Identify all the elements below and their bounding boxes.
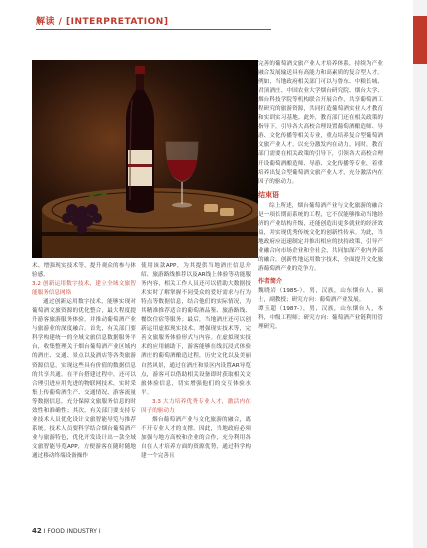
side-tab-marker — [413, 16, 427, 64]
conclusion-title: 结束语 — [258, 190, 279, 199]
author-bio: 谭玉超（1987-），男，汉族，山东烟台人，本科，中级工程师；研究方向：葡萄酒产业链利用管理研究。 — [258, 306, 383, 331]
page-number: 42 — [32, 527, 42, 535]
author-bio: 魏晓岩（1985-），男，汉族，山东烟台人，硕士，副教授；研究方向：葡萄酒产业发展。 — [258, 288, 383, 304]
wine-photo — [32, 60, 258, 258]
paragraph: 使用该款APP，为其提供当地酒庄信息介绍、旅游路线推荐以及AR线上体验等功能服务内容，相关工作人员还可以借助大数据技术实时了解掌握不同受众的爱好需求与行为特点等数据信息，结合他们的实际情况，为其精准推荐适合的葡萄酒品鉴、旅游路线、餐饮住宿等服务；最后，当地酒庄还可以创新运用虚拟现实技术、增强现实技术等，完善文旅服务体验形式与内容。在虚拟现实技术的应用辅助下，游客能够在线沉浸式体验酒庄的葡萄酒酿造过程，历史文化以及美丽自然风景，通过在酒庄和景区内设置AR导览点，游客可以借助相关设备即时获取相关文旅体验信息，切实增强他们的交互体验水平。 — [141, 263, 251, 396]
paragraph: 烟台葡萄酒产业与文化旅游的融合，离不开专业人才的支撑。因此，当地政府必须加强与地方高校和企业的合作，充分利用各自在人才培养方面的资源优势，通过科学构建一个完善且 — [141, 416, 251, 459]
journal-name: I FOOD INDUSTRY I — [43, 528, 101, 535]
section-label: 解读 / [INTERPRETATION] — [36, 17, 169, 27]
paragraph: 术、增强现实技术等，提升观众的参与体验感。 — [32, 263, 136, 279]
wine-illustration — [32, 60, 258, 258]
section-heading: 3.3 大力培养优秀专业人才，激活内在因子的驱动力 — [141, 398, 251, 414]
page-footer — [32, 527, 101, 535]
column-middle — [141, 262, 251, 461]
author-bio-title: 作者简介 — [258, 278, 283, 286]
paragraph: 综上所述，烟台葡萄酒产业与文化旅游的融合是一项长期而系统的工程，它不仅能够推动当地经济的产业结构升级，还能创造出更多就业的经济效益，并实现优秀传统文化的创新性传承。为此，当地政府应迅速制定并推出相应的扶持政策，引导产业融合向市场企业和全社会，共同加深产业内外部的融合，创新性地运用数字技术，全面提升文化旅游葡萄酒产业的竞争力。 — [258, 202, 383, 273]
column-left — [32, 262, 136, 461]
paragraph: 通过创新运用数字技术，能够实现对葡萄酒文旅资源的优化整合，最大程度提升游客旅游服务体验，并推动葡萄酒产业与旅游业的深度融合。首先，有关部门要科学构建统一的全域文旅信息数据服务平台，收集整理关于烟台葡萄酒产业区域内的酒庄、交通、景点以及酒店等各类旅游资源信息，实现这些具有价值的数据信息的共享共通。在平台搭建过程中，还可以合理引进应用先进的物联网技术，实时采集上传葡萄酒生产、交通情况、游客流量等数据信息，充分保障文旅服务信息的时效性和准确性；其次，有关部门要支持专业技术人员优化设计文旅智能导览与推荐系统。技术人员要科学结合烟台葡萄酒产业与旅游特色，优化开发设计出一款全域文旅智能导览APP，方便游客在随时随地通过移动终端设备操作 — [32, 299, 136, 459]
page-side-bar — [413, 0, 427, 548]
header-rule — [36, 29, 271, 30]
section-heading: 3.2 创新运用数字技术，建立全域文旅智能服务信息网络 — [32, 281, 136, 297]
column-right — [258, 60, 383, 332]
wine-bottle — [126, 66, 154, 213]
paragraph: 完善的葡萄酒文旅产业人才培养体系，持续为产业融合发展输送具有高能力和高素质的复合型人才。例如，当地政府相关部门可以与鲁东、中粮长城、君顶酒庄、中国农业大学烟台研究院、烟台大学、烟台科技学院等机构联合开展合作，共享葡萄酒工程研究的旅游资源，共同打造葡萄酒实业人才教育和实训实习基地。此外，教育部门还在相关政策的指导下，引导各大高校合理设置葡萄酒酿造师、导游、文化传播等相关专业，重点培养复合型葡萄酒文旅产业人才，以充分激发内在动力。同时，教育部门需要在相关政策的引导下，引领各大高校合理开设葡萄酒酿造师、导游、文化传播等专业，着重培养出复合型葡萄酒文旅产业人才，充分激活内在因子的驱动力。 — [258, 61, 383, 185]
section-header — [36, 12, 266, 32]
